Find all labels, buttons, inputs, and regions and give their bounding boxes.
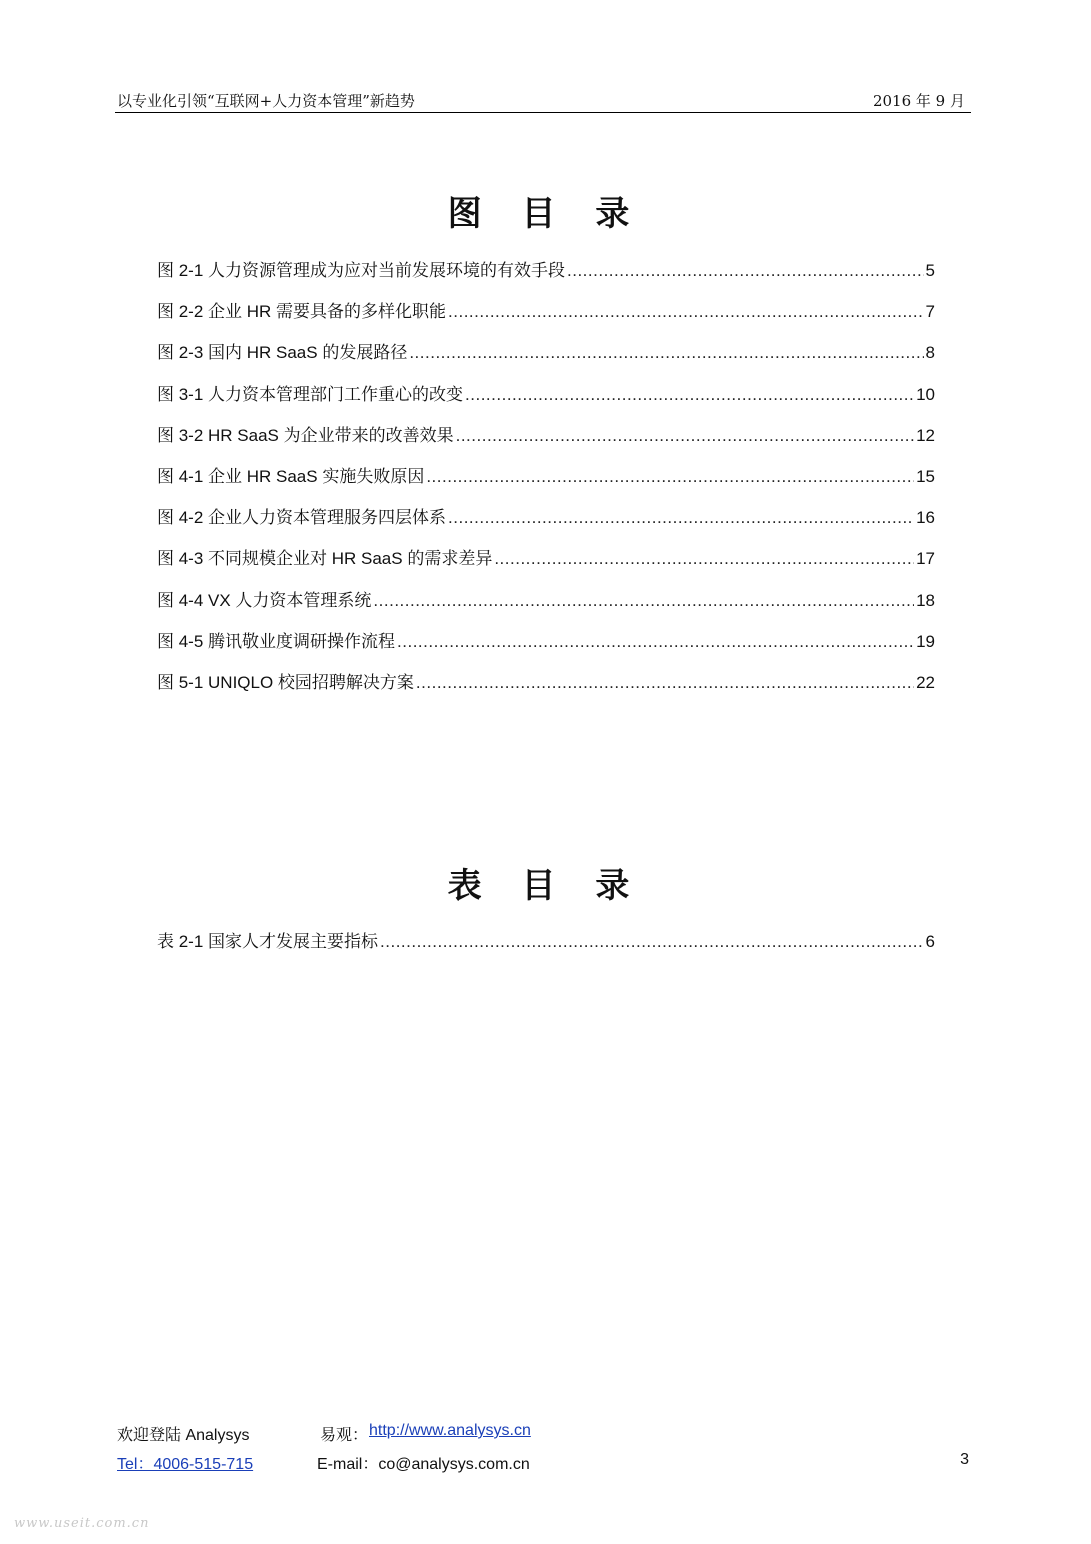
toc-entry-page: 18 [916,590,935,610]
toc-leader-dots [494,546,914,572]
toc-entry-label: 图 3-2 HR SaaS 为企业带来的改善效果 [157,425,454,445]
figures-toc-list [157,258,935,711]
toc-leader-dots [416,670,914,696]
toc-entry-page: 22 [916,672,935,692]
toc-entry-page: 7 [925,302,935,322]
toc-leader-dots [448,505,914,531]
page-footer [117,1418,969,1478]
toc-leader-dots [426,464,914,490]
header-title: 以专业化引领“互联网+人力资本管理”新趋势 [117,92,415,110]
toc-entry[interactable] [157,629,935,670]
toc-entry-label: 图 3-1 人力资本管理部门工作重心的改变 [157,384,464,404]
toc-entry[interactable] [157,299,935,340]
toc-entry-label: 图 4-4 VX 人力资本管理系统 [157,590,372,610]
toc-entry-page: 16 [916,508,935,528]
toc-leader-dots [448,299,924,325]
toc-leader-dots [465,382,914,408]
toc-entry[interactable] [157,423,935,464]
toc-entry-label: 图 2-3 国内 HR SaaS 的发展路径 [157,343,408,363]
footer-email: E-mail：co@analysys.com.cn [317,1456,530,1473]
toc-entry-page: 8 [925,343,935,363]
toc-entry[interactable] [157,464,935,505]
toc-entry-label: 图 2-1 人力资源管理成为应对当前发展环境的有效手段 [157,261,566,280]
footer-welcome: 欢迎登陆 Analysys [117,1427,250,1444]
toc-leader-dots [373,588,914,614]
footer-site-label: 易观： [320,1427,369,1444]
page-header [115,88,971,113]
tables-toc-title: 表 目 录 [447,866,644,906]
toc-leader-dots [380,929,924,955]
toc-entry[interactable] [157,340,935,381]
toc-entry-page: 19 [916,631,935,651]
watermark: www.useit.com.cn [14,1516,150,1531]
tables-toc-list [157,929,935,970]
footer-site-link[interactable]: http://www.analysys.cn [369,1422,531,1439]
toc-entry-page: 5 [925,261,935,280]
header-date: 2016 年 9 月 [872,92,965,110]
footer-tel-link[interactable]: Tel：4006-515-715 [117,1456,254,1473]
figures-toc-title: 图 目 录 [447,194,644,234]
toc-entry-label: 表 2-1 国家人才发展主要指标 [157,932,379,951]
toc-entry[interactable] [157,670,935,711]
toc-entry[interactable] [157,546,935,587]
toc-entry-page: 15 [916,466,935,486]
toc-entry-label: 图 2-2 企业 HR 需要具备的多样化职能 [157,302,447,322]
toc-entry-label: 图 4-3 不同规模企业对 HR SaaS 的需求差异 [157,549,493,569]
toc-entry-page: 10 [916,384,935,404]
toc-entry-label: 图 4-5 腾讯敬业度调研操作流程 [157,631,396,651]
toc-entry[interactable] [157,929,935,970]
toc-leader-dots [567,258,924,284]
toc-entry-page: 12 [916,425,935,445]
toc-entry-label: 图 5-1 UNIQLO 校园招聘解决方案 [157,672,414,692]
toc-leader-dots [409,340,923,366]
toc-entry-page: 6 [925,932,935,951]
toc-entry-label: 图 4-1 企业 HR SaaS 实施失败原因 [157,466,425,486]
page-number: 3 [960,1451,969,1468]
toc-entry-page: 17 [916,549,935,569]
toc-entry[interactable] [157,588,935,629]
toc-entry[interactable] [157,258,935,299]
toc-entry-label: 图 4-2 企业人力资本管理服务四层体系 [157,508,447,528]
toc-entry[interactable] [157,382,935,423]
toc-entry[interactable] [157,505,935,546]
toc-leader-dots [456,423,914,449]
toc-leader-dots [397,629,914,655]
